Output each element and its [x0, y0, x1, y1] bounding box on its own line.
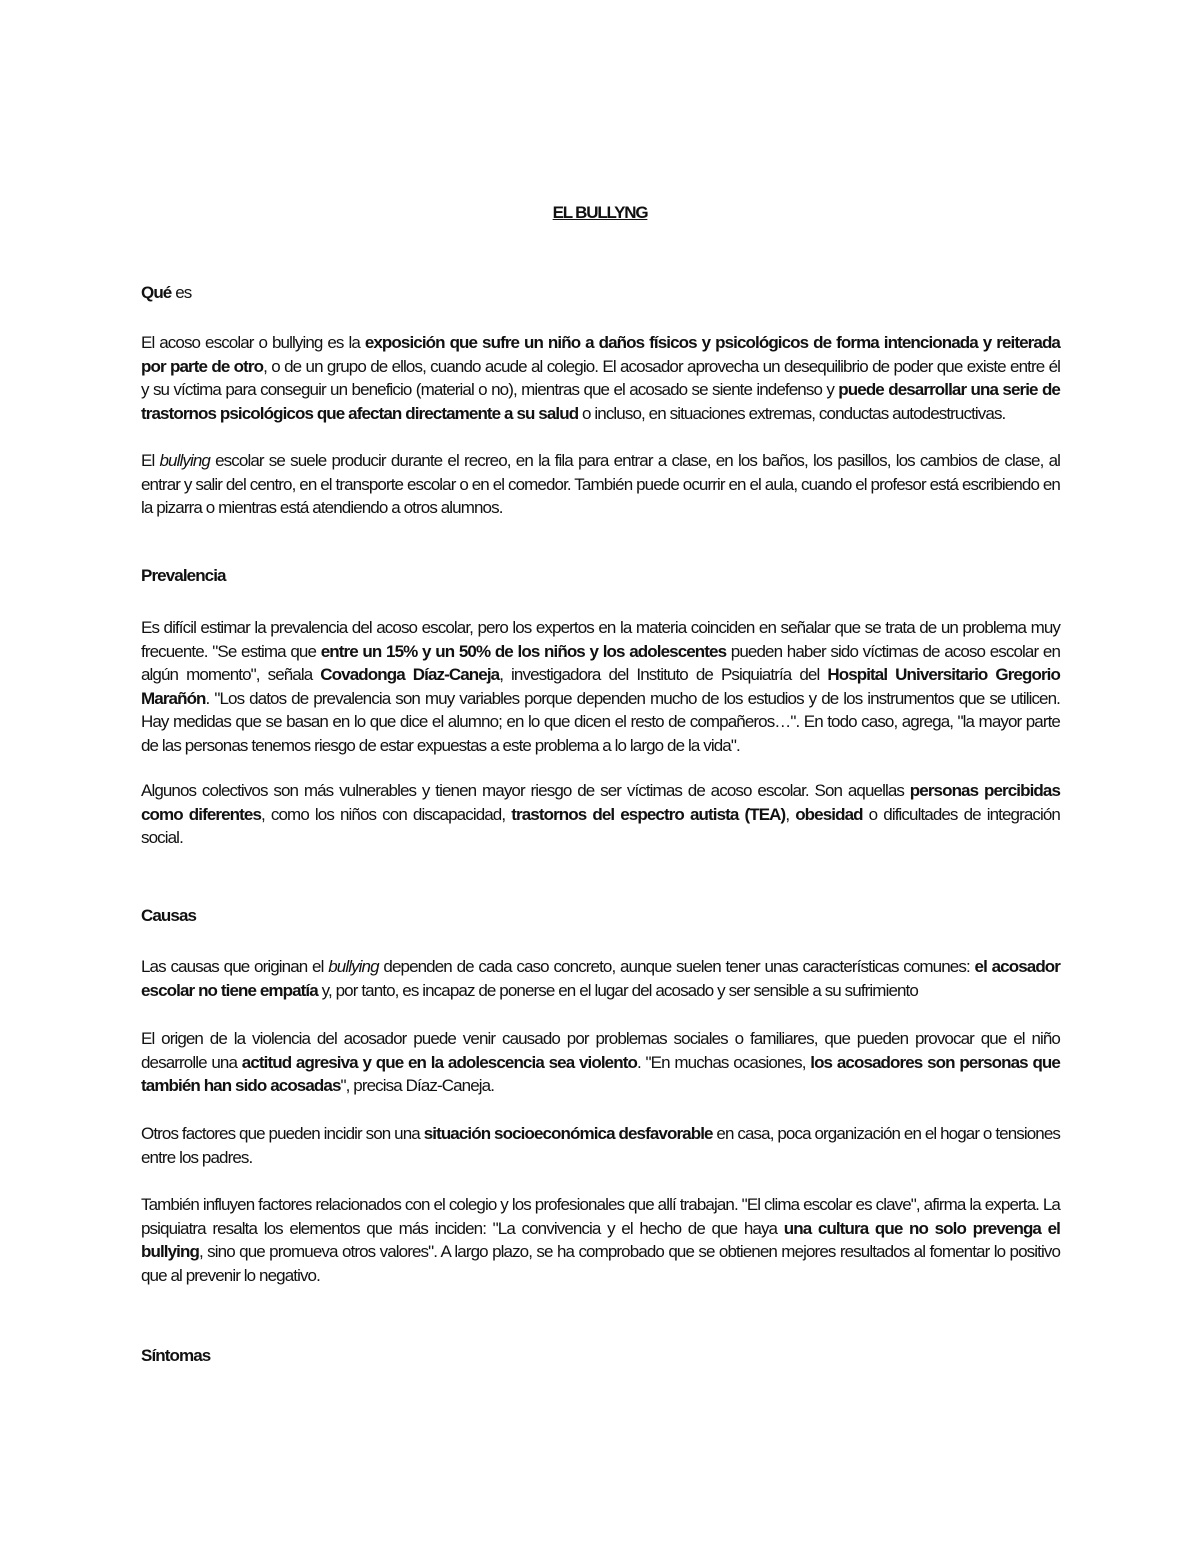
- paragraph: [141, 449, 1060, 520]
- text-run: en casa, poca organización en el hogar o tensiones entre los padres.: [141, 1124, 1061, 1167]
- bold-text: el acosador escolar no tiene empatía: [141, 957, 1061, 1000]
- paragraph: [141, 331, 1060, 425]
- heading-bold-text: Síntomas: [141, 1346, 211, 1365]
- paragraph: [141, 1193, 1060, 1287]
- text-run: Algunos colectivos son más vulnerables y tienen mayor riesgo de ser víctimas de acoso escolar. Son aquellas: [141, 781, 910, 800]
- bold-text: Covadonga Díaz-Caneja: [320, 665, 500, 684]
- paragraph: [141, 955, 1060, 1002]
- text-run: o dificultades de integración social.: [141, 804, 1060, 847]
- bold-text: puede desarrollar una serie de trastornos psicológicos que afectan directamente a su salud: [141, 380, 1060, 423]
- bold-text: obesidad: [795, 804, 863, 824]
- text-run: , como los niños con discapacidad,: [261, 804, 512, 824]
- text-run: , sino que promueva otros valores". A largo plazo, se ha comprobado que se obtienen mejores resultados al fomentar lo positivo que al prevenir lo negativo.: [141, 1242, 1060, 1285]
- text-run: ,: [785, 804, 796, 824]
- text-run: El origen de la violencia del acosador puede venir causado por problemas sociales o familiares, que pueden provocar que el niño desarrolle una: [141, 1029, 1060, 1072]
- section-heading-que-es: [141, 283, 1060, 303]
- text-run: Las causas que originan el: [141, 957, 329, 976]
- heading-bold-text: Qué: [141, 283, 172, 302]
- text-run: . "En muchas ocasiones,: [636, 1052, 811, 1072]
- text-run: pueden haber sido víctimas de acoso escolar en algún momento", señala: [141, 641, 1060, 684]
- italic-text: bullying: [159, 451, 210, 470]
- text-run: Otros factores que pueden incidir son una: [141, 1124, 424, 1143]
- paragraph: [141, 1122, 1060, 1169]
- italic-text: bullying: [328, 957, 379, 976]
- bold-text: exposición que sufre un niño a daños físicos y psicológicos de forma intencionada y reiterada por parte de otro: [141, 333, 1060, 376]
- section-heading-sintomas: [141, 1346, 1060, 1366]
- bold-text: Hospital Universitario Gregorio Marañón: [141, 665, 1060, 708]
- heading-bold-text: Prevalencia: [141, 566, 226, 585]
- bold-text: trastornos del espectro autista (TEA): [511, 804, 786, 824]
- text-run: Es difícil estimar la prevalencia del acoso escolar, pero los expertos en la materia coinciden en señalar que se trata de un problema muy frecuente. "Se estima que: [141, 618, 1060, 661]
- bold-text: una cultura que no solo prevenga el bullying: [141, 1218, 1060, 1261]
- document-title: EL BULLYNG: [552, 203, 648, 222]
- text-run: También influyen factores relacionados con el colegio y los profesionales que allí trabajan. "El clima escolar es clave", afirma la experta. La psiquiatra resalta los elementos que más inciden: "La convivencia y el hecho de que haya: [141, 1195, 1060, 1238]
- heading-normal-text: es: [171, 283, 192, 302]
- text-run: , o de un grupo de ellos, cuando acude al colegio. El acosador aprovecha un desequilibrio de poder que existe entre él y su víctima para conseguir un beneficio (material o no), mientras que el acosado se siente indefenso y: [141, 356, 1060, 399]
- text-run: El acoso escolar o bullying es la: [141, 333, 365, 352]
- bold-text: situación socioeconómica desfavorable: [423, 1124, 713, 1143]
- bold-text: actitud agresiva y que en la adolescencia sea violento: [241, 1052, 637, 1072]
- heading-bold-text: Causas: [141, 906, 197, 925]
- section-heading-prevalencia: [141, 566, 1060, 586]
- text-run: o incluso, en situaciones extremas, conductas autodestructivas.: [578, 403, 1006, 423]
- text-run: escolar se suele producir durante el recreo, en la fila para entrar a clase, en los baños, los pasillos, los cambios de clase, al entrar y salir del centro, en el transporte escolar o en el comedor. También puede ocurrir en el aula, cuando el profesor está escribiendo en la pizarra o mientras está atendiendo a otros alumnos.: [141, 451, 1060, 517]
- text-run: ", precisa Díaz-Caneja.: [340, 1076, 495, 1095]
- paragraph: [141, 616, 1060, 757]
- section-heading-causas: [141, 906, 1060, 926]
- text-run: , investigadora del Instituto de Psiquiatría del: [499, 665, 828, 684]
- paragraph: [141, 779, 1060, 850]
- text-run: y, por tanto, es incapaz de ponerse en el lugar del acosado y ser sensible a su sufrimiento: [317, 980, 918, 1000]
- text-run: El: [141, 451, 160, 470]
- paragraph: [141, 1027, 1060, 1098]
- bold-text: los acosadores son personas que también han sido acosadas: [141, 1052, 1060, 1095]
- bold-text: entre un 15% y un 50% de los niños y los adolescentes: [320, 641, 727, 661]
- text-run: . "Los datos de prevalencia son muy variables porque dependen mucho de los estudios y de los instrumentos que se utilicen. Hay medidas que se basan en lo que dice el alumno; en lo que dicen el resto de compañeros…". En todo caso, agrega, "la mayor parte de las personas tenemos riesgo de estar expuestas a este problema a lo largo de la vida".: [141, 688, 1060, 755]
- bold-text: personas percibidas como diferentes: [141, 781, 1060, 824]
- text-run: dependen de cada caso concreto, aunque suelen tener unas características comunes:: [378, 957, 975, 976]
